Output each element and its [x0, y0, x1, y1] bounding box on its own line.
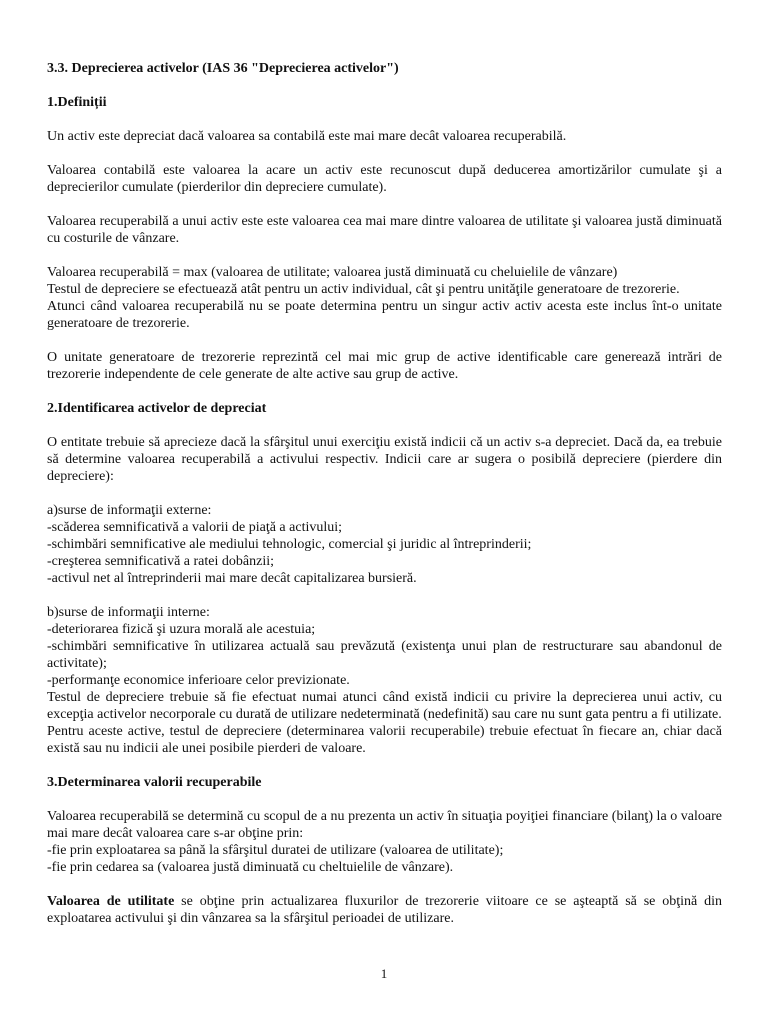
paragraph-carrying-amount: Valoarea contabilă este valoarea la acare un activ este recunoscut după deducerea amortizărilor cumulate şi a deprecierilor cumulate (pierderilor din depreciere cumulate).: [47, 163, 722, 195]
external-sources-title: a)surse de informaţii externe:: [47, 503, 212, 518]
paragraph-definition-depreciated: Un activ este depreciat dacă valoarea sa contabilă este mai mare decât valoarea recuperabilă.: [47, 129, 567, 144]
section-heading-definitions: 1.Definiții: [47, 95, 107, 110]
paragraph-recoverable-purpose: Valoarea recuperabilă se determină cu scopul de a nu prezenta un activ în situaţia poyiţiei financiare (bilanţ) la o valoare mai mare decât valoarea care s-ar obţine prin:: [47, 809, 722, 841]
list-item: -deteriorarea fizică şi uzura morală ale acestuia;: [47, 622, 316, 637]
list-item: -scăderea semnificativă a valorii de piaţă a activului;: [47, 520, 343, 535]
paragraph-test-when: Testul de depreciere trebuie să fie efectuat numai atunci când există indicii cu privire la deprecierea unui activ, cu excepţia activelor necorporale cu durată de utilizare nedeterminată (nedefinită) sau care nu sunt gata pentru a fi utilizate.: [47, 690, 722, 722]
value-in-use-term: Valoarea de utilitate: [47, 894, 175, 909]
paragraph-formula: Valoarea recuperabilă = max (valoarea de utilitate; valoarea justă diminuată cu cheluielile de vânzare): [47, 265, 618, 280]
paragraph-value-in-use: [47, 893, 722, 927]
page-number: 1: [380, 966, 388, 981]
section-heading-recoverable-amount: 3.Determinarea valorii recuperabile: [47, 775, 262, 790]
section-heading-identification: 2.Identificarea activelor de depreciat: [47, 401, 267, 416]
paragraph-impairment-test: Testul de depreciere se efectuează atât pentru un activ individual, cât şi pentru unităţile generatoare de trezorerie.: [47, 282, 680, 297]
internal-sources-title: b)surse de informaţii interne:: [47, 605, 210, 620]
paragraph-recoverable-amount: Valoarea recuperabilă a unui activ este este valoarea cea mai mare dintre valoarea de utilitate şi valoarea justă diminuată cu costurile de vânzare.: [47, 214, 722, 246]
list-item: -fie prin exploatarea sa până la sfârşitul duratei de utilizare (valoarea de utilitate);: [47, 843, 504, 858]
paragraph-cash-generating-unit-inclusion: Atunci când valoarea recuperabilă nu se poate determina pentru un singur activ activ acesta este inclus înt-o unitate generatoare de trezorerie.: [47, 299, 722, 331]
list-item: -schimbări semnificative în utilizarea actuală sau prevăzută (existenţa unui plan de restructurare sau abandonul de activitate);: [47, 639, 722, 671]
list-item: -creşterea semnificativă a ratei dobânzii;: [47, 554, 274, 569]
value-in-use-definition: se obţine prin actualizarea fluxurilor de trezorerie viitoare ce se aşteaptă să se obţină din exploatarea activului şi din vânzarea sa la sfârşitul perioadei de utilizare.: [47, 894, 723, 926]
list-item: -performanţe economice inferioare celor previzionate.: [47, 673, 350, 688]
list-item: -activul net al întreprinderii mai mare decât capitalizarea bursieră.: [47, 571, 417, 586]
list-item: -schimbări semnificative ale mediului tehnologic, comercial şi juridic al întreprinderii;: [47, 537, 532, 552]
list-item: -fie prin cedarea sa (valoarea justă diminuată cu cheltuielile de vânzare).: [47, 860, 454, 875]
paragraph-indicators-intro: O entitate trebuie să aprecieze dacă la sfârşitul unui exerciţiu există indicii că un activ s-a depreciet. Dacă da, ea trebuie să determine valoarea recuperabilă a activului respectiv. Indicii care ar sugera o posibilă depreciere (pierdere din depreciere):: [47, 435, 722, 484]
document-page: [47, 60, 722, 927]
document-title: 3.3. Deprecierea activelor (IAS 36 "Deprecierea activelor"): [47, 61, 399, 76]
paragraph-annual-test: Pentru aceste active, testul de depreciere (determinarea valorii recuperabile) trebuie efectuat în fiecare an, chiar dacă există sau nu indicii ale unei posibile pierderi de valoare.: [47, 724, 722, 756]
paragraph-cash-generating-unit-definition: O unitate generatoare de trezorerie reprezintă cel mai mic grup de active identificable care generează intrări de trezorerie independente de cele generate de alte active sau grup de active.: [47, 350, 722, 382]
